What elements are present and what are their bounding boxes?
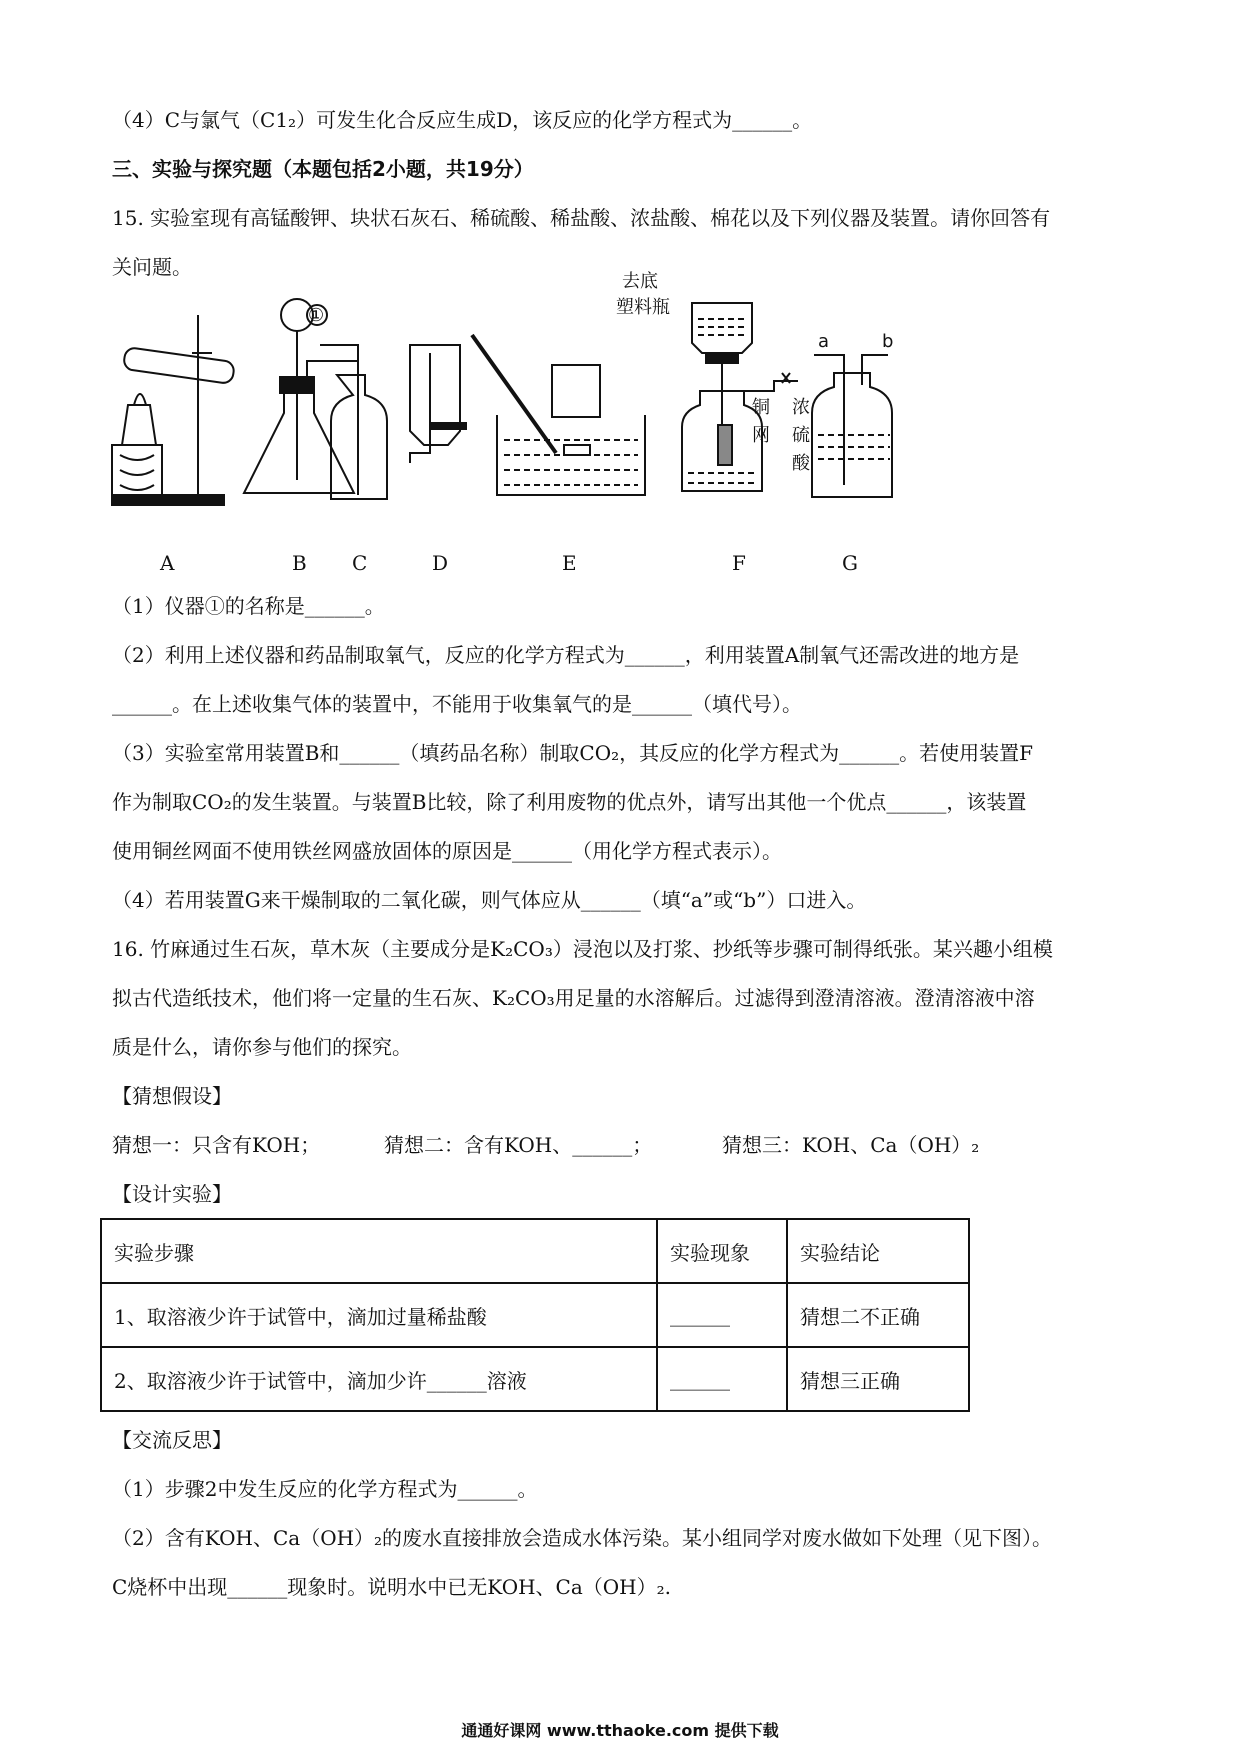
label-d: D (432, 551, 449, 575)
g-port-b: b (882, 331, 894, 352)
circle-one-label: ① (308, 305, 325, 326)
footer-source: 通通好课网 www.tthaoke.com 提供下载 (461, 1721, 779, 1740)
header-conclusion: 实验结论 (787, 1219, 969, 1283)
apparatus-c (320, 345, 387, 499)
experiment-table (100, 1218, 970, 1412)
apparatus-g (812, 355, 892, 497)
hypothesis-1: 猜想一：只含有KOH； (112, 1133, 321, 1157)
q15-part2-line1: （2）利用上述仪器和药品制取氧气，反应的化学方程式为______，利用装置A制氧气还需改进的地方是 (112, 643, 1020, 667)
reflection-2-line2: C烧杯中出现______现象时。说明水中已无KOH、Ca（OH）₂. (112, 1575, 671, 1599)
reflection-2-line1: （2）含有KOH、Ca（OH）₂的废水直接排放会造成水体污染。某小组同学对废水做如下处理（见下图）。 (112, 1526, 1053, 1550)
label-e: E (562, 551, 577, 575)
g-acid-label-2: 硫 (792, 425, 810, 446)
q15-part3-line1: （3）实验室常用装置B和______（填药品名称）制取CO₂，其反应的化学方程式为______。若使用装置F (112, 741, 1034, 765)
table-row (101, 1347, 969, 1411)
row1-phenomenon: ______ (657, 1283, 787, 1347)
row1-step: 1、取溶液少许于试管中，滴加过量稀盐酸 (101, 1283, 657, 1347)
apparatus-f (682, 303, 798, 491)
label-g: G (842, 551, 858, 575)
row2-conclusion: 猜想三正确 (787, 1347, 969, 1411)
label-b: B (292, 551, 307, 575)
q16-intro-line2: 拟古代造纸技术，他们将一定量的生石灰、K₂CO₃用足量的水溶解后。过滤得到澄清溶液。澄清溶液中溶 (112, 986, 1035, 1010)
apparatus-a (112, 315, 235, 505)
hypothesis-2: 猜想二：含有KOH、______； (384, 1133, 653, 1157)
apparatus-d (410, 345, 466, 463)
q15-part3-line2: 作为制取CO₂的发生装置。与装置B比较，除了利用废物的优点外，请写出其他一个优点______，该装置 (112, 790, 1027, 814)
apparatus-b (244, 299, 357, 493)
reflection-1: （1）步骤2中发生反应的化学方程式为______。 (112, 1477, 538, 1501)
table-header-row (101, 1219, 969, 1283)
apparatus-e (472, 335, 645, 495)
g-port-a: a (818, 331, 830, 352)
hypothesis-title: 【猜想假设】 (112, 1084, 232, 1108)
g-acid-label-1: 浓 (792, 397, 810, 418)
f-bottle-label-top: 去底 (622, 271, 658, 292)
f-mesh-label-1: 铜 (752, 397, 770, 418)
label-a: A (160, 551, 175, 575)
row1-conclusion: 猜想二不正确 (787, 1283, 969, 1347)
row2-step: 2、取溶液少许于试管中，滴加少许______溶液 (101, 1347, 657, 1411)
table-row (101, 1283, 969, 1347)
q15-part4: （4）若用装置G来干燥制取的二氧化碳，则气体应从______（填“a”或“b”）口进入。 (112, 888, 867, 912)
q16-intro-line1: 16. 竹麻通过生石灰，草木灰（主要成分是K₂CO₃）浸泡以及打浆、抄纸等步骤可制得纸张。某兴趣小组模 (112, 937, 1053, 961)
q15-part3-line3: 使用铜丝网面不使用铁丝网盛放固体的原因是______（用化学方程式表示）。 (112, 839, 782, 863)
apparatus-figure (112, 271, 1132, 585)
reflection-title: 【交流反思】 (112, 1428, 232, 1452)
f-bottle-label-bottom: 塑料瓶 (616, 297, 670, 318)
q16-intro-line3: 质是什么，请你参与他们的探究。 (112, 1035, 412, 1059)
f-mesh-label-2: 网 (752, 425, 770, 446)
g-acid-label-3: 酸 (792, 453, 810, 474)
q15-intro-line2: 关问题。 (112, 255, 192, 279)
q15-intro-line1: 15. 实验室现有高锰酸钾、块状石灰石、稀硫酸、稀盐酸、浓盐酸、棉花以及下列仪器及装置。请你回答有 (112, 206, 1051, 230)
q15-part2-line2: ______。在上述收集气体的装置中，不能用于收集氧气的是______（填代号）。 (112, 692, 802, 716)
design-title: 【设计实验】 (112, 1182, 232, 1206)
q15-part1: （1）仪器①的名称是______。 (112, 594, 385, 618)
q14-part4: （4）C与氯气（C1₂）可发生化合反应生成D，该反应的化学方程式为______。 (112, 108, 813, 132)
label-c: C (352, 551, 368, 575)
hypothesis-3: 猜想三：KOH、Ca（OH）₂ (722, 1133, 980, 1157)
row2-phenomenon: ______ (657, 1347, 787, 1411)
header-steps: 实验步骤 (101, 1219, 657, 1283)
section-heading-3: 三、实验与探究题（本题包括2小题，共19分） (112, 157, 534, 181)
label-f: F (732, 551, 746, 575)
header-phenomenon: 实验现象 (657, 1219, 787, 1283)
